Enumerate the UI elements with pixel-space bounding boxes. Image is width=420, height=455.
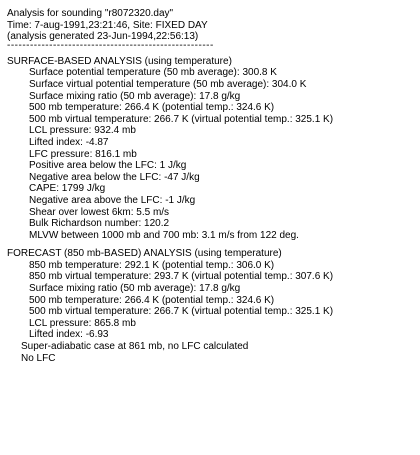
surface-line: Negative area above the LFC: -1 J/kg (29, 194, 196, 206)
surface-line: 500 mb temperature: 266.4 K (potential temp.: 324.6 K) (29, 102, 275, 114)
forecast-line: Surface mixing ratio (50 mb average): 17.8 g/kg (29, 283, 241, 295)
forecast-line: 850 mb virtual temperature: 293.7 K (virtual potential temp.: 307.6 K) (29, 271, 334, 283)
forecast-line: 500 mb temperature: 266.4 K (potential temp.: 324.6 K) (29, 294, 275, 306)
surface-line: Negative area below the LFC: -47 J/kg (29, 171, 200, 183)
surface-line: CAPE: 1799 J/kg (29, 183, 106, 195)
report-title: Analysis for sounding "r8072320.day" (7, 8, 174, 19)
forecast-line: LCL pressure: 865.8 mb (29, 317, 136, 329)
surface-line: Shear over lowest 6km: 5.5 m/s (29, 206, 170, 218)
surface-line: MLVW between 1000 mb and 700 mb: 3.1 m/s from 122 deg. (29, 229, 299, 241)
forecast-line: 500 mb virtual temperature: 266.7 K (virtual potential temp.: 325.1 K) (29, 306, 334, 318)
surface-line: Surface virtual potential temperature (50 mb average): 304.0 K (29, 78, 307, 90)
surface-line: 500 mb virtual temperature: 266.7 K (virtual potential temp.: 325.1 K) (29, 113, 334, 125)
forecast-line: Lifted index: -6.93 (29, 329, 109, 341)
surface-line: LFC pressure: 816.1 mb (29, 148, 137, 160)
forecast-heading: FORECAST (850 mb-BASED) ANALYSIS (using temperature) (7, 248, 282, 260)
surface-line: Lifted index: -4.87 (29, 136, 109, 148)
surface-line: Bulk Richardson number: 120.2 (29, 218, 170, 230)
report-generated: (analysis generated 23-Jun-1994,22:56:13) (7, 31, 199, 43)
report-time-site: Time: 7-aug-1991,23:21:46, Site: FIXED DAY (7, 19, 208, 31)
surface-line: Positive area below the LFC: 1 J/kg (29, 160, 187, 172)
analysis-report (7, 8, 415, 364)
forecast-note: Super-adiabatic case at 861 mb, no LFC calculated (21, 341, 249, 353)
surface-line: Surface mixing ratio (50 mb average): 17.8 g/kg (29, 90, 241, 102)
forecast-note: No LFC (21, 352, 56, 364)
report-separator: ------------------------------------------------------ (7, 42, 214, 49)
surface-line: LCL pressure: 932.4 mb (29, 125, 136, 137)
forecast-line: 850 mb temperature: 292.1 K (potential temp.: 306.0 K) (29, 259, 275, 271)
surface-line: Surface potential temperature (50 mb average): 300.8 K (29, 67, 277, 79)
surface-heading: SURFACE-BASED ANALYSIS (using temperature) (7, 55, 232, 67)
